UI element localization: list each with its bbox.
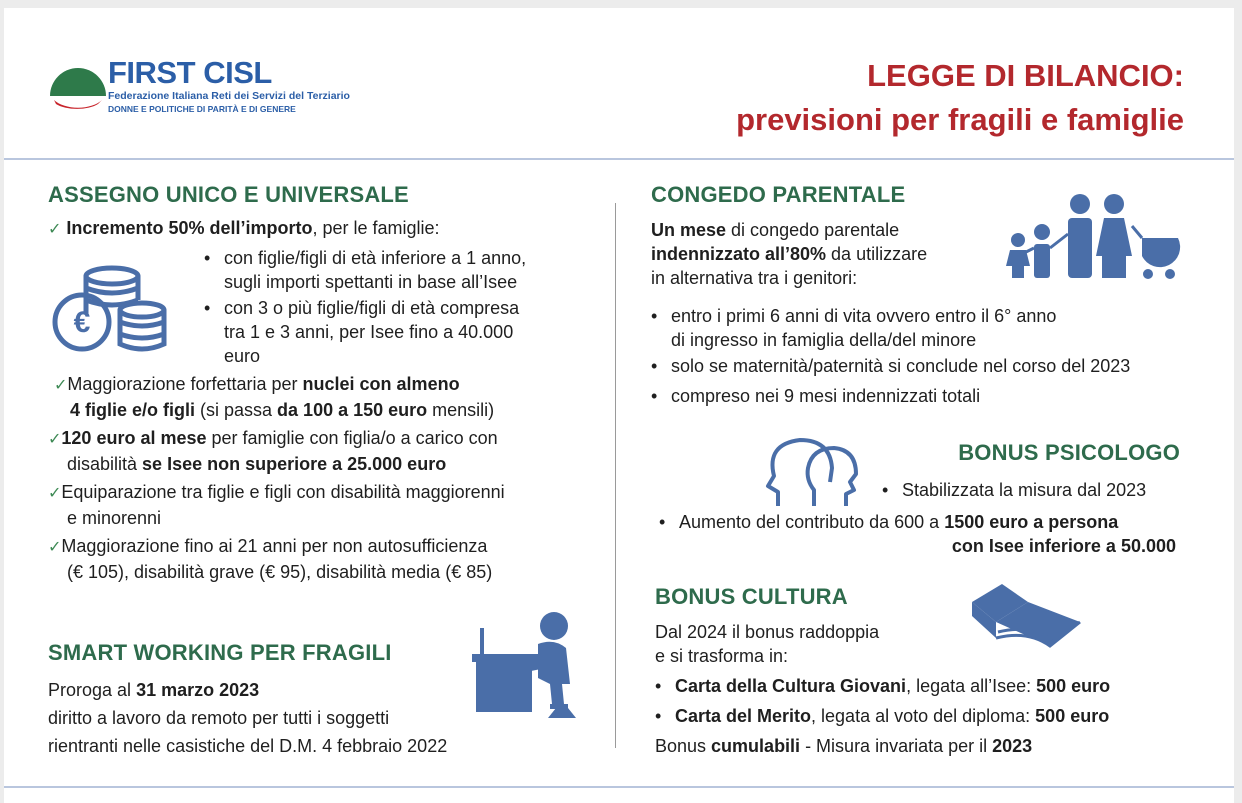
svg-text:€: € <box>73 306 91 339</box>
book-icon <box>968 582 1086 652</box>
assegno-check-2: ✓Maggiorazione forfettaria per nuclei con almeno 4 figlie e/o figli (si passa da 100 a 150 euro mensili) <box>54 374 495 420</box>
smart-line-1: Proroga al 31 marzo 2023 <box>48 680 260 700</box>
congedo-line-2: indennizzato all’80% da utilizzare <box>651 244 928 264</box>
assegno-check-3: ✓120 euro al mese per famiglie con figlia/o a carico con disabilità se Isee non superiore a 25.000 euro <box>48 428 498 474</box>
assegno-heading: ASSEGNO UNICO E UNIVERSALE <box>48 182 409 207</box>
cultura-bullet-2: • Carta del Merito, legata al voto del diploma: 500 euro <box>655 706 1110 726</box>
congedo-heading: CONGEDO PARENTALE <box>651 182 906 207</box>
footer-divider <box>4 786 1234 788</box>
family-icon <box>1002 194 1182 280</box>
psicologo-bullet-1: • Stabilizzata la misura dal 2023 <box>882 480 1147 500</box>
column-divider <box>615 203 616 748</box>
psicologo-bullet-2-cont: con Isee inferiore a 50.000 <box>951 536 1176 556</box>
assegno-bullet-1: • con figlie/figli di età inferiore a 1 anno, sugli importi spettanti in base all’Isee <box>204 248 527 292</box>
cultura-bullet-1: • Carta della Cultura Giovani, legata all’Isee: 500 euro <box>655 676 1111 696</box>
logo-name: FIRST CISL <box>108 55 272 90</box>
assegno-bullet-2: • con 3 o più figlie/figli di età compresa tra 1 e 3 anni, per Isee fino a 40.000 euro <box>204 298 520 366</box>
page-subtitle: previsioni per fragili e famiglie <box>736 102 1184 137</box>
cultura-last-line: Bonus cumulabili - Misura invariata per il 2023 <box>655 736 1033 756</box>
congedo-line-1: Un mese di congedo parentale <box>651 220 900 240</box>
infographic-page <box>4 8 1234 803</box>
psicologo-bullet-2: • Aumento del contributo da 600 a 1500 euro a persona <box>659 512 1119 532</box>
congedo-bullet-2: • solo se maternità/paternità si conclude nel corso del 2023 <box>651 356 1131 376</box>
smart-heading: SMART WORKING PER FRAGILI <box>48 640 392 665</box>
cultura-line-2: e si trasforma in: <box>655 646 789 666</box>
desk-worker-icon <box>466 608 586 720</box>
head-profiles-icon <box>760 436 860 508</box>
assegno-check-4: ✓Equiparazione tra figlie e figli con disabilità maggiorenni e minorenni <box>48 482 505 528</box>
logo-subtitle: Federazione Italiana Reti dei Servizi del Terziario <box>108 90 350 102</box>
coins-euro-icon <box>50 264 170 354</box>
congedo-bullet-1: • entro i primi 6 anni di vita ovvero entro il 6° anno di ingresso in famiglia della/del minore <box>651 306 1057 350</box>
page-title: LEGGE DI BILANCIO: <box>867 58 1184 93</box>
logo-department: DONNE E POLITICHE DI PARITÀ E DI GENERE <box>108 104 296 114</box>
header-divider <box>4 158 1234 160</box>
assegno-check-5: ✓Maggiorazione fino ai 21 anni per non autosufficienza (€ 105), disabilità grave (€ 95), disabilità media (€ 85) <box>48 536 493 582</box>
assegno-line-1: ✓ Incremento 50% dell’importo, per le famiglie: <box>48 218 440 238</box>
cultura-heading: BONUS CULTURA <box>655 584 848 609</box>
psicologo-heading: BONUS PSICOLOGO <box>958 440 1180 465</box>
cultura-line-1: Dal 2024 il bonus raddoppia <box>655 622 880 642</box>
smart-line-2: diritto a lavoro da remoto per tutti i soggetti <box>48 708 390 728</box>
logo-arc-icon <box>48 56 108 116</box>
smart-line-3: rientranti nelle casistiche del D.M. 4 febbraio 2022 <box>48 736 448 756</box>
congedo-line-3: in alternativa tra i genitori: <box>651 268 858 288</box>
congedo-bullet-3: • compreso nei 9 mesi indennizzati totali <box>651 386 981 406</box>
